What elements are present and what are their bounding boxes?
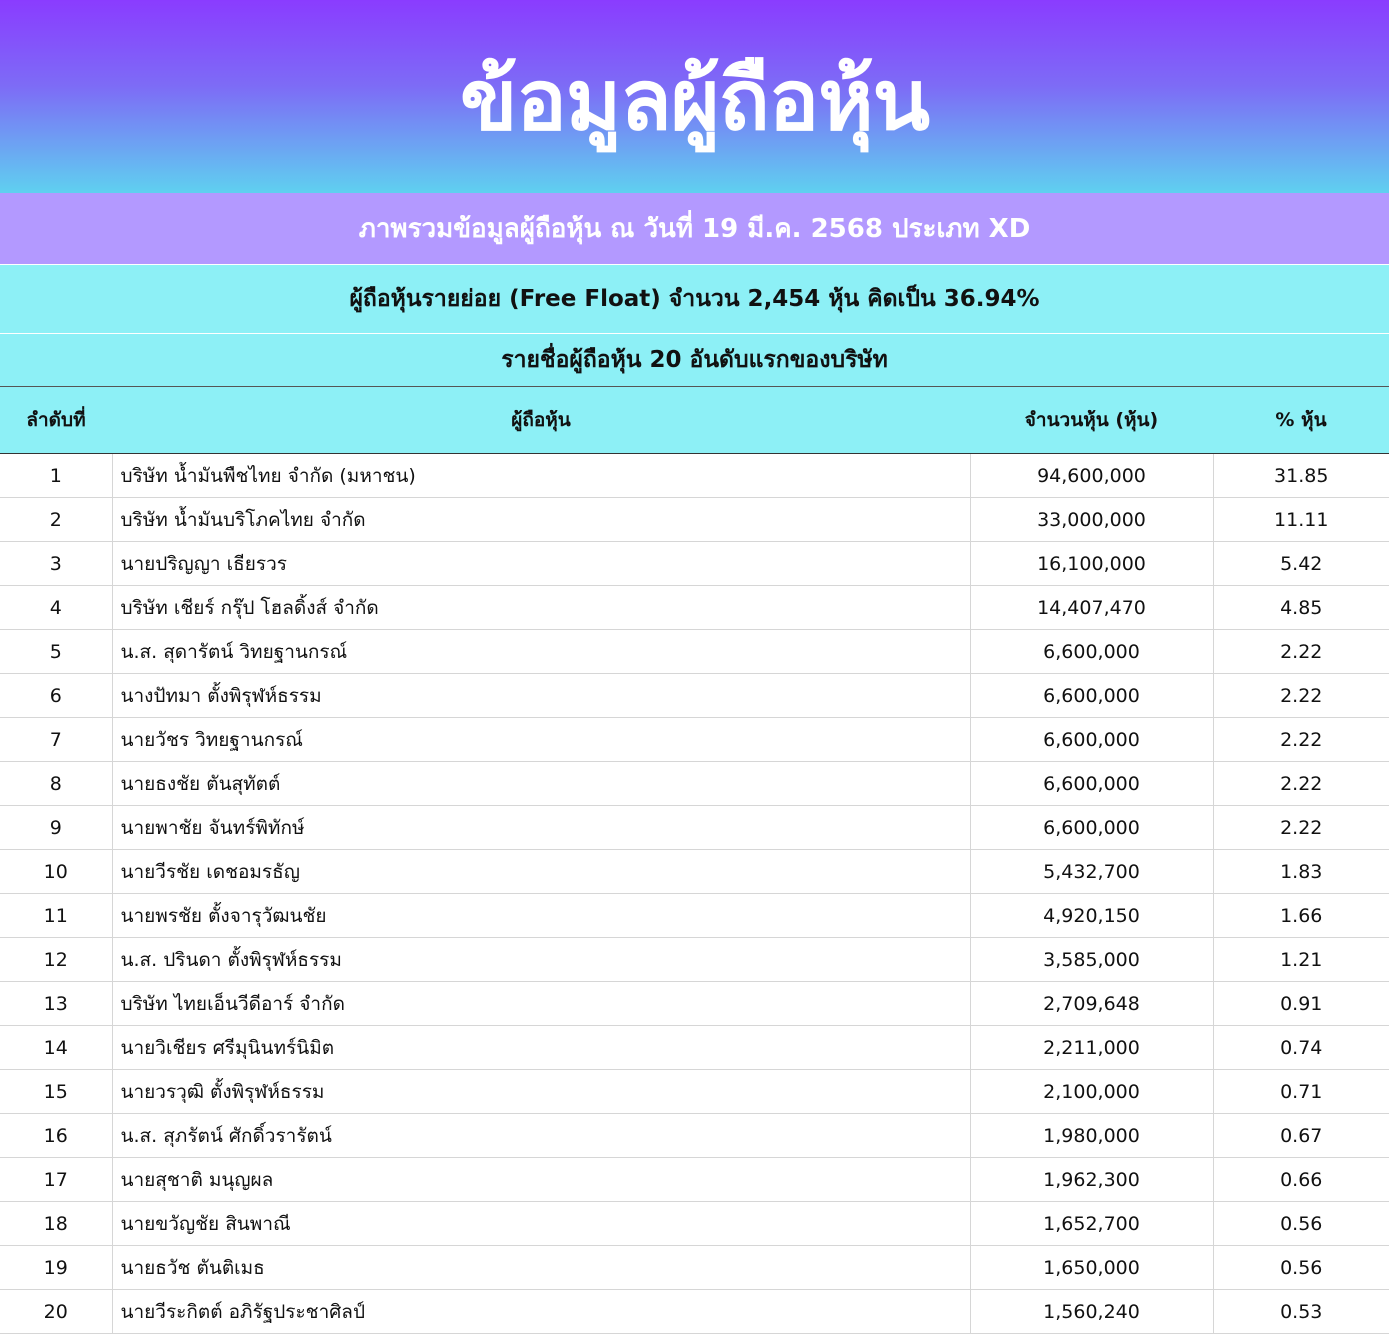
table-row bbox=[0, 586, 1389, 630]
percent-cell: 5.42 bbox=[1213, 542, 1389, 586]
percent-cell: 1.83 bbox=[1213, 850, 1389, 894]
percent-cell: 11.11 bbox=[1213, 498, 1389, 542]
rank-cell: 6 bbox=[0, 674, 112, 718]
table-row bbox=[0, 498, 1389, 542]
rank-cell: 17 bbox=[0, 1158, 112, 1202]
shares-cell: 3,585,000 bbox=[970, 938, 1213, 982]
shareholder-name-cell: นายสุชาติ มนุญผล bbox=[112, 1158, 970, 1202]
percent-cell: 2.22 bbox=[1213, 718, 1389, 762]
hero-banner bbox=[0, 0, 1389, 193]
percent-cell: 1.21 bbox=[1213, 938, 1389, 982]
shares-cell: 1,962,300 bbox=[970, 1158, 1213, 1202]
rank-cell: 16 bbox=[0, 1114, 112, 1158]
table-row bbox=[0, 806, 1389, 850]
table-row bbox=[0, 718, 1389, 762]
table-row bbox=[0, 630, 1389, 674]
shares-cell: 2,100,000 bbox=[970, 1070, 1213, 1114]
rank-cell: 10 bbox=[0, 850, 112, 894]
rank-cell: 9 bbox=[0, 806, 112, 850]
rank-cell: 15 bbox=[0, 1070, 112, 1114]
shareholder-name-cell: นายพรชัย ตั้งจารุวัฒนชัย bbox=[112, 894, 970, 938]
shares-cell: 14,407,470 bbox=[970, 586, 1213, 630]
table-row bbox=[0, 454, 1389, 498]
shareholder-name-cell: น.ส. สุดารัตน์ วิทยฐานกรณ์ bbox=[112, 630, 970, 674]
table-title: รายชื่อผู้ถือหุ้น 20 อันดับแรกของบริษัท bbox=[501, 347, 888, 373]
shares-cell: 6,600,000 bbox=[970, 674, 1213, 718]
table-row bbox=[0, 894, 1389, 938]
percent-cell: 2.22 bbox=[1213, 630, 1389, 674]
free-float-summary: ผู้ถือหุ้นรายย่อย (Free Float) จำนวน 2,454 หุ้น คิดเป็น 36.94% bbox=[349, 286, 1040, 312]
rank-cell: 4 bbox=[0, 586, 112, 630]
table-row bbox=[0, 762, 1389, 806]
shareholder-name-cell: นายวิเชียร ศรีมุนินทร์นิมิต bbox=[112, 1026, 970, 1070]
rank-cell: 14 bbox=[0, 1026, 112, 1070]
percent-cell: 0.91 bbox=[1213, 982, 1389, 1026]
table-header-row bbox=[0, 387, 1389, 454]
shares-cell: 94,600,000 bbox=[970, 454, 1213, 498]
shareholder-name-cell: นายปริญญา เธียรวร bbox=[112, 542, 970, 586]
rank-cell: 5 bbox=[0, 630, 112, 674]
shareholders-table bbox=[0, 387, 1389, 1334]
shares-cell: 5,432,700 bbox=[970, 850, 1213, 894]
free-float-band bbox=[0, 264, 1389, 334]
table-row bbox=[0, 674, 1389, 718]
rank-cell: 19 bbox=[0, 1246, 112, 1290]
shares-cell: 1,652,700 bbox=[970, 1202, 1213, 1246]
shares-cell: 1,650,000 bbox=[970, 1246, 1213, 1290]
shareholder-name-cell: น.ส. ปรินดา ตั้งพิรุฬห์ธรรม bbox=[112, 938, 970, 982]
shares-cell: 2,709,648 bbox=[970, 982, 1213, 1026]
percent-cell: 2.22 bbox=[1213, 762, 1389, 806]
shareholder-name-cell: บริษัท ไทยเอ็นวีดีอาร์ จำกัด bbox=[112, 982, 970, 1026]
table-row bbox=[0, 982, 1389, 1026]
table-title-band bbox=[0, 334, 1389, 387]
table-row bbox=[0, 1070, 1389, 1114]
shareholder-name-cell: นางปัทมา ตั้งพิรุฬห์ธรรม bbox=[112, 674, 970, 718]
percent-cell: 0.56 bbox=[1213, 1246, 1389, 1290]
subtitle-band bbox=[0, 193, 1389, 264]
shares-cell: 33,000,000 bbox=[970, 498, 1213, 542]
percent-cell: 0.67 bbox=[1213, 1114, 1389, 1158]
shareholder-name-cell: นายขวัญชัย สินพาณี bbox=[112, 1202, 970, 1246]
shareholder-name-cell: นายวรวุฒิ ตั้งพิรุฬห์ธรรม bbox=[112, 1070, 970, 1114]
rank-cell: 8 bbox=[0, 762, 112, 806]
table-row bbox=[0, 1246, 1389, 1290]
rank-cell: 2 bbox=[0, 498, 112, 542]
shares-cell: 2,211,000 bbox=[970, 1026, 1213, 1070]
shares-cell: 6,600,000 bbox=[970, 762, 1213, 806]
table-row bbox=[0, 1158, 1389, 1202]
table-row bbox=[0, 1202, 1389, 1246]
column-header-percent: % หุ้น bbox=[1213, 387, 1389, 454]
page-title: ข้อมูลผู้ถือหุ้น bbox=[459, 50, 930, 149]
table-row bbox=[0, 1114, 1389, 1158]
column-header-rank: ลำดับที่ bbox=[0, 387, 112, 454]
rank-cell: 7 bbox=[0, 718, 112, 762]
shareholder-name-cell: นายวีรชัย เดชอมรธัญ bbox=[112, 850, 970, 894]
shareholder-name-cell: นายธวัช ตันติเมธ bbox=[112, 1246, 970, 1290]
shares-cell: 1,560,240 bbox=[970, 1290, 1213, 1334]
shareholder-name-cell: นายวัชร วิทยฐานกรณ์ bbox=[112, 718, 970, 762]
shareholder-name-cell: บริษัท น้ำมันพืชไทย จำกัด (มหาชน) bbox=[112, 454, 970, 498]
percent-cell: 0.71 bbox=[1213, 1070, 1389, 1114]
percent-cell: 1.66 bbox=[1213, 894, 1389, 938]
shareholder-name-cell: น.ส. สุภรัตน์ ศักดิ์วรารัตน์ bbox=[112, 1114, 970, 1158]
shares-cell: 6,600,000 bbox=[970, 718, 1213, 762]
rank-cell: 12 bbox=[0, 938, 112, 982]
percent-cell: 0.56 bbox=[1213, 1202, 1389, 1246]
percent-cell: 2.22 bbox=[1213, 674, 1389, 718]
table-row bbox=[0, 542, 1389, 586]
table-row bbox=[0, 938, 1389, 982]
column-header-shares: จำนวนหุ้น (หุ้น) bbox=[970, 387, 1213, 454]
shareholder-name-cell: นายพาชัย จันทร์พิทักษ์ bbox=[112, 806, 970, 850]
page-subtitle: ภาพรวมข้อมูลผู้ถือหุ้น ณ วันที่ 19 มี.ค. 2568 ประเภท XD bbox=[358, 214, 1031, 244]
rank-cell: 11 bbox=[0, 894, 112, 938]
percent-cell: 0.66 bbox=[1213, 1158, 1389, 1202]
shareholder-name-cell: บริษัท น้ำมันบริโภคไทย จำกัด bbox=[112, 498, 970, 542]
shareholder-name-cell: นายธงชัย ตันสุทัตต์ bbox=[112, 762, 970, 806]
rank-cell: 20 bbox=[0, 1290, 112, 1334]
rank-cell: 13 bbox=[0, 982, 112, 1026]
shareholder-name-cell: บริษัท เชียร์ กรุ๊ป โฮลดิ้งส์ จำกัด bbox=[112, 586, 970, 630]
percent-cell: 0.74 bbox=[1213, 1026, 1389, 1070]
percent-cell: 0.53 bbox=[1213, 1290, 1389, 1334]
shares-cell: 1,980,000 bbox=[970, 1114, 1213, 1158]
table-row bbox=[0, 1290, 1389, 1334]
table-row bbox=[0, 1026, 1389, 1070]
rank-cell: 18 bbox=[0, 1202, 112, 1246]
shares-cell: 6,600,000 bbox=[970, 806, 1213, 850]
percent-cell: 4.85 bbox=[1213, 586, 1389, 630]
rank-cell: 3 bbox=[0, 542, 112, 586]
shares-cell: 16,100,000 bbox=[970, 542, 1213, 586]
table-row bbox=[0, 850, 1389, 894]
rank-cell: 1 bbox=[0, 454, 112, 498]
percent-cell: 31.85 bbox=[1213, 454, 1389, 498]
shareholder-name-cell: นายวีระกิตต์ อภิรัฐประชาศิลป์ bbox=[112, 1290, 970, 1334]
table-body bbox=[0, 454, 1389, 1334]
column-header-shareholder: ผู้ถือหุ้น bbox=[112, 387, 970, 454]
shares-cell: 4,920,150 bbox=[970, 894, 1213, 938]
shares-cell: 6,600,000 bbox=[970, 630, 1213, 674]
percent-cell: 2.22 bbox=[1213, 806, 1389, 850]
